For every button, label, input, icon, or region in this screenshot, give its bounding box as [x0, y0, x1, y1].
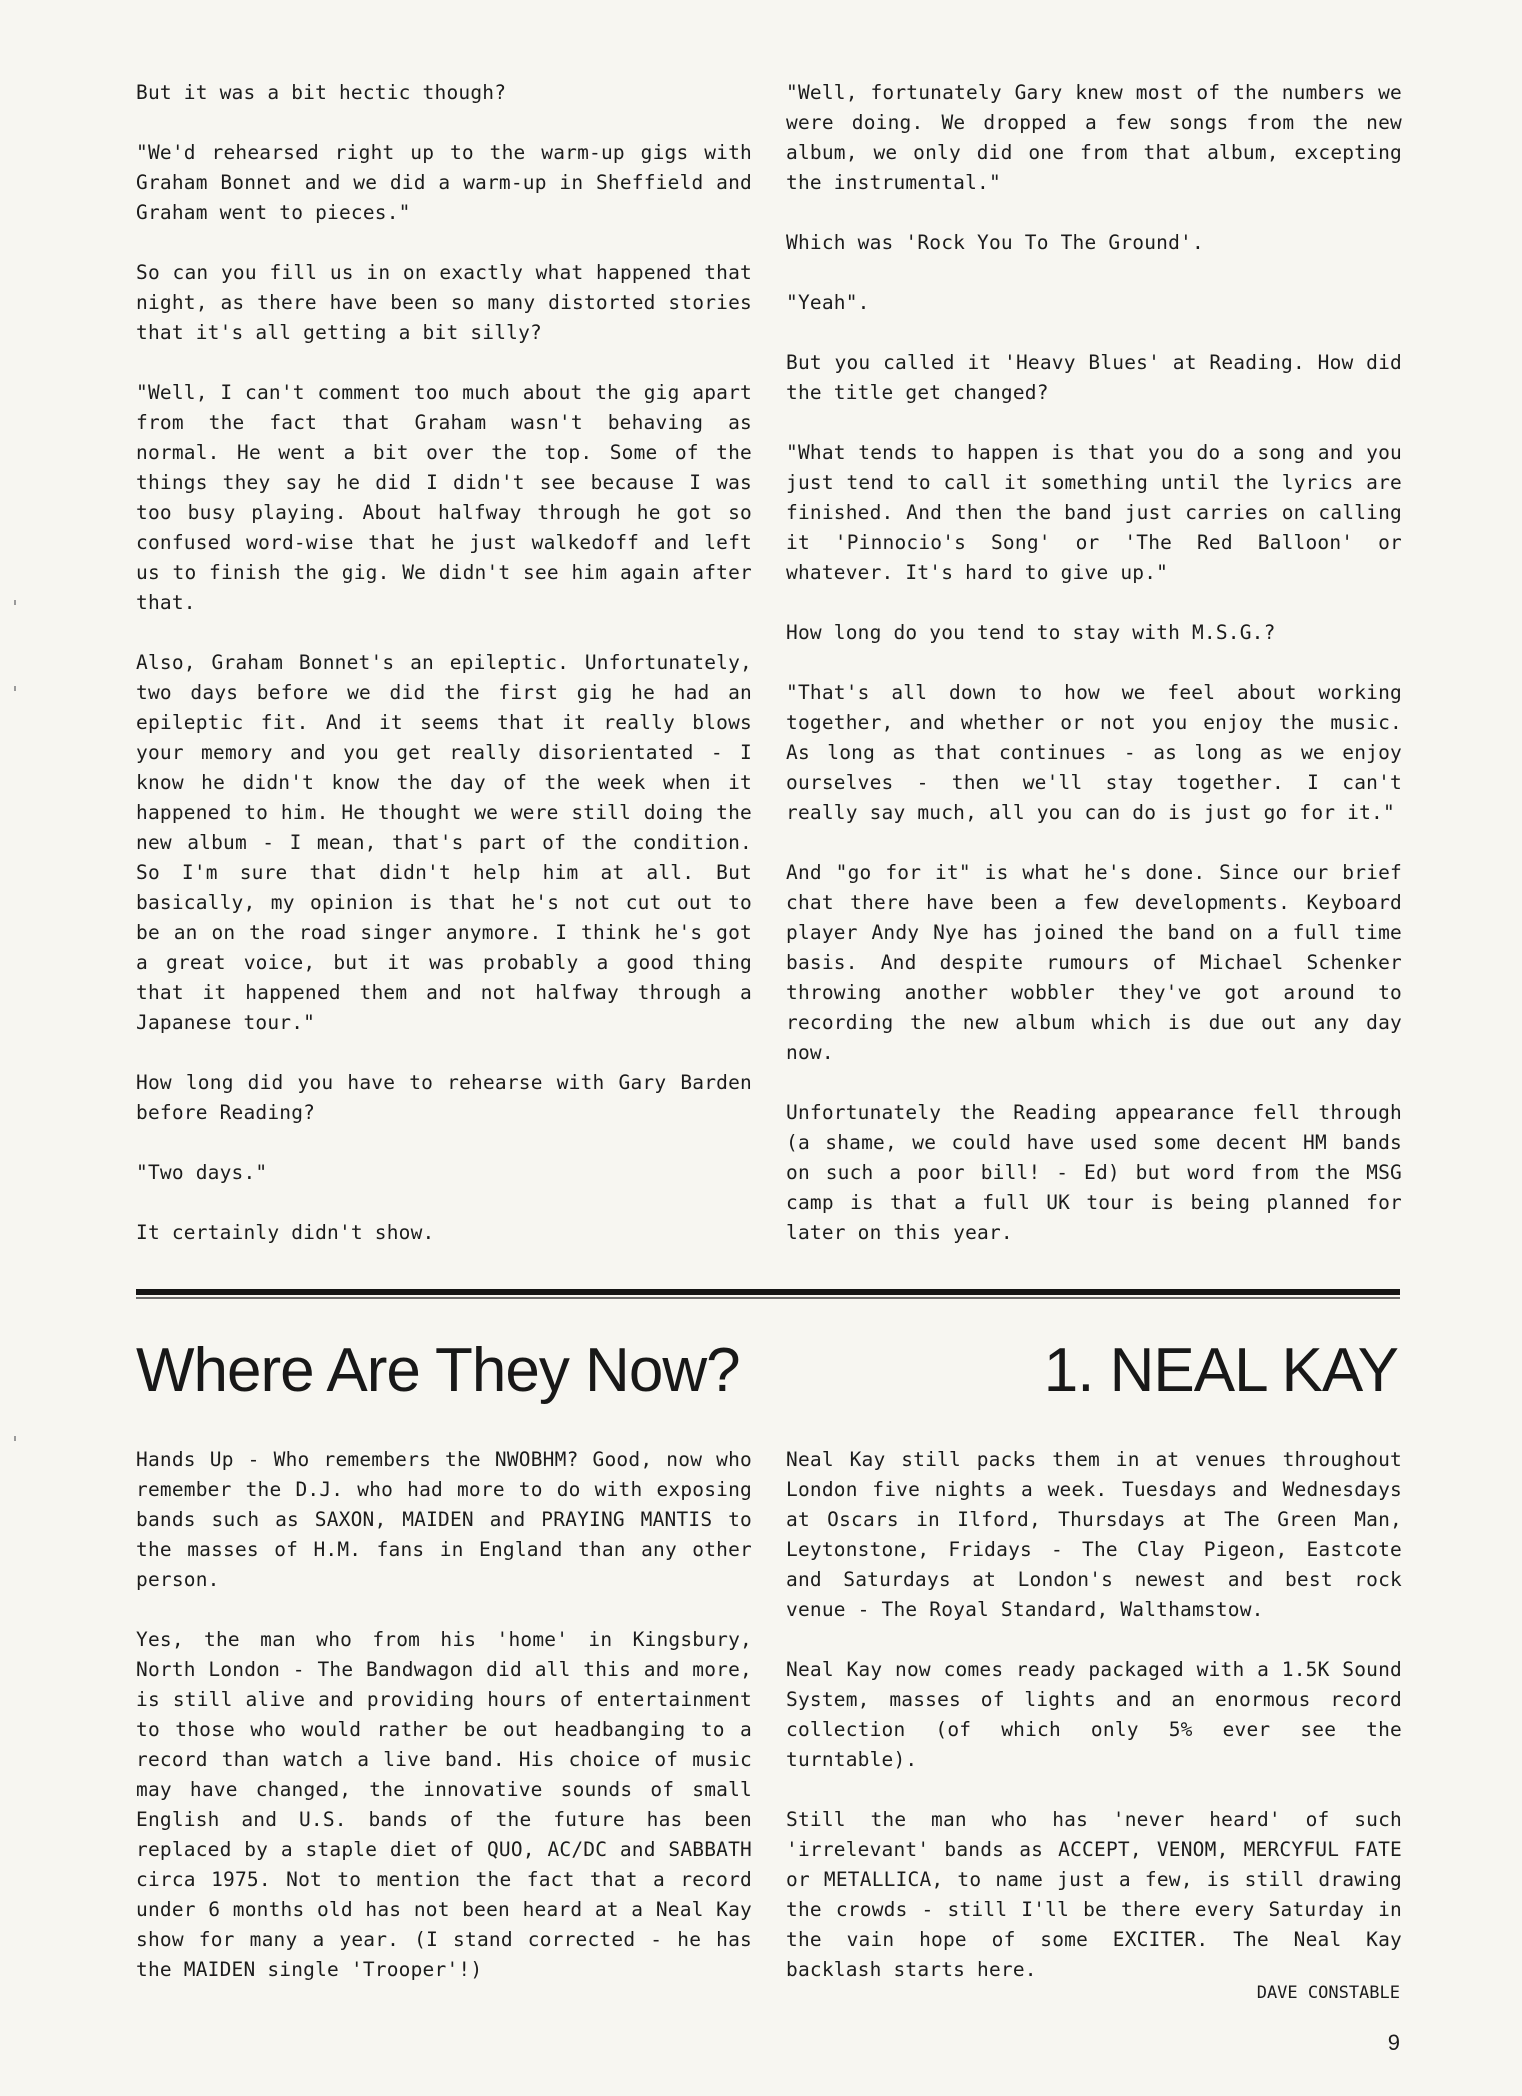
author-byline: DAVE CONSTABLE	[1256, 1983, 1400, 2003]
paragraph: How long did you have to rehearse with Gary Barden before Reading?	[136, 1071, 752, 1124]
paragraph: "What tends to happen is that you do a song and you just tend to call it something until the lyrics are finished. And then the band just carries on calling it 'Pinnocio's Song' or 'The Red Balloon' or whatever. It's hard to give up."	[786, 441, 1402, 584]
paragraph: Neal Kay still packs them in at venues throughout London five nights a week. Tuesdays and Wednesdays at Oscars in Ilford, Thursdays at The Green Man, Leytonstone, Fridays - The Clay Pigeon, Eastcote and Saturdays at London's newest and best rock venue - The Royal Standard, Walthamstow.	[786, 1448, 1402, 1621]
paragraph: But you called it 'Heavy Blues' at Reading. How did the title get changed?	[786, 351, 1402, 404]
feature-right-column	[786, 1445, 1402, 2015]
margin-mark	[14, 600, 16, 605]
paragraph: "Well, I can't comment too much about the gig apart from the fact that Graham wasn't behaving as normal. He went a bit over the top. Some of the things they say he did I didn't see because I was too busy playing. About halfway through he got so confused word-wise that he just walkedoff and left us to finish the gig. We didn't see him again after that.	[136, 381, 752, 614]
paragraph: "Yeah".	[786, 291, 870, 314]
paragraph: Also, Graham Bonnet's an epileptic. Unfortunately, two days before we did the first gig he had an epileptic fit. And it seems that it really blows your memory and you get really disorientated - I know he didn't know the day of the week when it happened to him. He thought we were still doing the new album - I mean, that's part of the condition. So I'm sure that didn't help him at all. But basically, my opinion is that he's not cut out to be an on the road singer anymore. I think he's got a great voice, but it was probably a good thing that it happened them and not halfway through a Japanese tour."	[136, 651, 752, 1034]
paragraph: And "go for it" is what he's done. Since our brief chat there have been a few developments. Keyboard player Andy Nye has joined the band on a full time basis. And despite rumours of Michael Schenker throwing another wobbler they've got around to recording the new album which is due out any day now.	[786, 861, 1402, 1064]
paragraph: Neal Kay now comes ready packaged with a 1.5K Sound System, masses of lights and an enormous record collection (of which only 5% ever see the turntable).	[786, 1658, 1402, 1771]
paragraph: How long do you tend to stay with M.S.G.?	[786, 621, 1276, 644]
interview-right-column	[786, 78, 1402, 1278]
paragraph: It certainly didn't show.	[136, 1221, 435, 1244]
paragraph: "Two days."	[136, 1161, 268, 1184]
paragraph: Still the man who has 'never heard' of such 'irrelevant' bands as ACCEPT, VENOM, MERCYFUL FATE or METALLICA, to name just a few, is still drawing the crowds - still I'll be there every Saturday in the vain hope of some EXCITER. The Neal Kay backlash starts here.	[786, 1808, 1402, 1981]
paragraph: But it was a bit hectic though?	[136, 81, 507, 104]
paragraph: Hands Up - Who remembers the NWOBHM? Good, now who remember the D.J. who had more to do with exposing bands such as SAXON, MAIDEN and PRAYING MANTIS to the masses of H.M. fans in England than any other person.	[136, 1448, 752, 1591]
section-divider	[136, 1289, 1400, 1295]
paragraph: Which was 'Rock You To The Ground'.	[786, 231, 1204, 254]
paragraph: "Well, fortunately Gary knew most of the numbers we were doing. We dropped a few songs from the new album, we only did one from that album, excepting the instrumental."	[786, 81, 1402, 194]
interview-left-column	[136, 78, 752, 1278]
section-divider-underline	[136, 1297, 1400, 1299]
paragraph: "That's all down to how we feel about working together, and whether or not you enjoy the music. As long as that continues - as long as we enjoy ourselves - then we'll stay together. I can't really say much, all you can do is just go for it."	[786, 681, 1402, 824]
margin-mark	[14, 686, 16, 691]
paragraph: Yes, the man who from his 'home' in Kingsbury, North London - The Bandwagon did all this and more, is still alive and providing hours of entertainment to those who would rather be out headbanging to a record than watch a live band. His choice of music may have changed, the innovative sounds of small English and U.S. bands of the future has been replaced by a staple diet of QUO, AC/DC and SABBATH circa 1975. Not to mention the fact that a record under 6 months old has not been heard at a Neal Kay show for many a year. (I stand corrected - he has the MAIDEN single 'Trooper'!)	[136, 1628, 752, 1981]
page-number: 9	[1387, 2030, 1400, 2055]
paragraph: So can you fill us in on exactly what happened that night, as there have been so many distorted stories that it's all getting a bit silly?	[136, 261, 752, 344]
margin-mark	[14, 1436, 16, 1441]
paragraph: Unfortunately the Reading appearance fell through (a shame, we could have used some decent HM bands on such a poor bill! - Ed) but word from the MSG camp is that a full UK tour is being planned for later on this year.	[786, 1101, 1402, 1244]
feature-headline: Where Are They Now?	[136, 1336, 740, 1405]
feature-left-column	[136, 1445, 752, 2015]
feature-subject-headline: 1. NEAL KAY	[1043, 1336, 1398, 1405]
paragraph: "We'd rehearsed right up to the warm-up gigs with Graham Bonnet and we did a warm-up in Sheffield and Graham went to pieces."	[136, 141, 752, 224]
